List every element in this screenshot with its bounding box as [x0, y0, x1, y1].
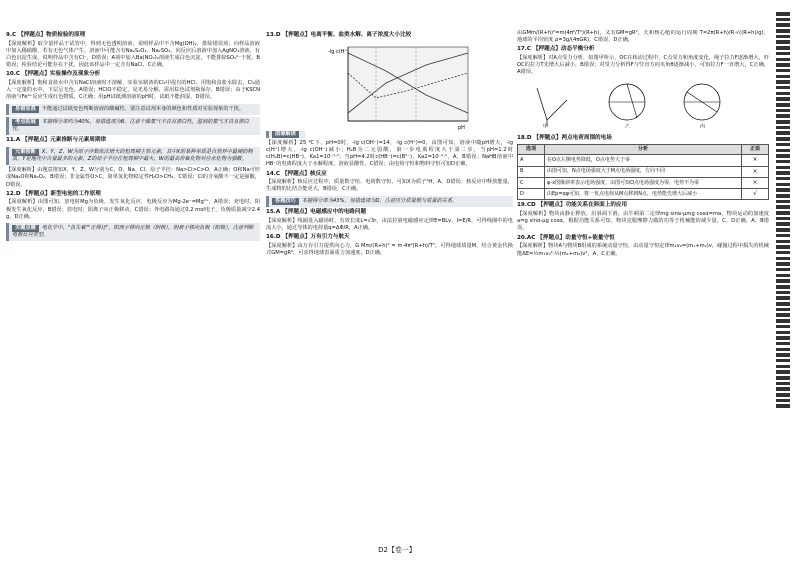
- edge-tick: [776, 222, 790, 226]
- edge-tick: [776, 143, 790, 147]
- edge-tick: [776, 313, 790, 317]
- edge-tick: [776, 205, 790, 209]
- edge-tick: [776, 80, 790, 84]
- edge-tick: [776, 23, 790, 27]
- edge-tick: [776, 336, 790, 340]
- cell-mark: ×: [742, 177, 769, 188]
- cell-option: B: [518, 166, 545, 177]
- figure-bing: [684, 84, 720, 128]
- q10-body: 【深度解析】饱和食盐水中含有NaCl溶液时不溶解，实验室制备的Cl₂中混有的HCl，用饱和食盐水除去，Cl₂通入一定量的水中，下层呈无色，A错误；HClO不稳定，见光易分解，需用棕色试剂瓶保存，B错误；由于KSCN溶液与Fe³⁺反应生成红色物质，C正确；用pH试纸测溶液的pH时，试纸不能润湿，D错误。: [6, 80, 260, 101]
- edge-tick: [776, 262, 790, 266]
- edge-tick: [776, 40, 790, 44]
- edge-tick: [776, 359, 790, 363]
- fig-label: 图像解读: [272, 131, 299, 138]
- edge-tick: [776, 46, 790, 50]
- q10-note: [6, 104, 260, 115]
- q14-note: [266, 196, 513, 207]
- table-header-row: [518, 145, 769, 155]
- edge-tick: [776, 404, 790, 408]
- q17-figures: [517, 80, 757, 128]
- edge-tick: [776, 228, 790, 232]
- edge-tick: [776, 251, 790, 255]
- q12-note: [6, 223, 260, 241]
- edge-tick: [776, 296, 790, 300]
- q11-body: 【深度解析】由题意推知X、Y、Z、W分别为C、O、Na、Cl。原子半径：Na>Cl>C>O，A正确；O和Na可形成Na₂O和Na₂O₂，B错误；非金属性O>C，简单氢化物稳定性H₂O>CH₄，C错误；Cl的含氧酸不一定是强酸，D错误。: [6, 167, 260, 188]
- col-header: 选项: [518, 145, 545, 155]
- note-label: 考点拓展: [12, 119, 39, 126]
- q20-body: 【深度解析】物块A与物块B组成的系统动量守恒，由动量守恒定律m₁v₀=(m₁+m₂)v，碰撞过程中损失的机械能ΔE=½m₁v₀²-½(m₁+m₂)v²，A、C正确。: [517, 243, 769, 257]
- q14-head: 14.C 【押题点】核反应: [266, 170, 327, 177]
- edge-tick: [776, 279, 790, 283]
- q17-body: 【深度解析】对A点受力分析，如图甲所示，OC在转动过程中，C点受力和角度变化，绳子拉力F逐渐增大，杆OC的拉力T先增大后减小，B错误；对受力分析得F与竖直方向夹角θ逐渐减小，可知拉力F一直增大，C正确，A错误。: [517, 55, 769, 76]
- cell-analysis: 由Ep=qφ可知，将一负点电荷从M点移到N点，电势能先增大后减小: [545, 189, 742, 200]
- note-text: 本题得分率约为40%，易错选项为B，注意干燥氯气不具有漂白性，湿润的氯气才具有漂白性。: [12, 118, 249, 132]
- edge-tick: [776, 245, 790, 249]
- edge-tick: [776, 126, 790, 130]
- edge-tick: [776, 109, 790, 113]
- edge-tick: [776, 35, 790, 39]
- note-label: 元素推断: [12, 149, 39, 156]
- edge-tick: [776, 376, 790, 380]
- edge-tick: [776, 97, 790, 101]
- q16-head: 16.D 【押题点】万有引力与航天: [266, 233, 350, 240]
- column-middle: [266, 30, 513, 535]
- edge-tick: [776, 188, 790, 192]
- note-label: 易错易混: [12, 106, 39, 113]
- table-row: [518, 189, 769, 200]
- edge-tick: [776, 302, 790, 306]
- edge-tick: [776, 393, 790, 397]
- y-axis-label: -lg c(H⁺): [328, 48, 350, 55]
- edge-tick: [776, 325, 790, 329]
- column-left: [6, 30, 260, 535]
- edge-tick: [776, 160, 790, 164]
- edge-marks: [776, 12, 790, 532]
- edge-tick: [776, 240, 790, 244]
- q12-body: 【深度解析】由图可知，放电时Mg为负极，发生氧化反应，电极反应为Mg-2e⁻=Mg²⁺，A错误；充电时，阳极发生氧化反应，B错误；放电时，阳离子向正极移动，C错误；外电路每通过0.2 mol电子，负极质量减少2.4 g，D正确。: [6, 199, 260, 220]
- cell-analysis: φ-x图像斜率表示电场强度，由图可知O点电场强度为零，电势不为零: [545, 177, 742, 188]
- col-header: 分析: [545, 145, 742, 155]
- q13-body: 【深度解析】25 ℃下，pH=0时，-lg c(OH⁻)=14，-lg c(H⁺)=0，由图可知，溶液中随pH增大，-lg c(H⁺)增大，-lg c(OH⁻)减小；H₂B为二元弱酸，第一步电离程度大于第二步，当pH=1.2时c(H₂B)=c(HB⁻)，Ka1=10⁻¹·²；当pH=4.2时c(HB⁻)=c(B²⁻)，Ka2=10⁻⁴·²，A、B错误；NaHB溶液中HB⁻的电离程度大于水解程度，溶液显酸性，C错误；由电荷守恒和物料守恒可知D正确。: [266, 139, 513, 168]
- table-row: [518, 166, 769, 177]
- edge-tick: [776, 268, 790, 272]
- edge-tick: [776, 234, 790, 238]
- edge-tick: [776, 382, 790, 386]
- edge-tick: [776, 103, 790, 107]
- edge-tick: [776, 194, 790, 198]
- edge-tick: [776, 18, 790, 22]
- edge-tick: [776, 149, 790, 153]
- q15-head: 15.A 【押题点】电磁感应中的电路问题: [266, 208, 367, 215]
- q15-body: 【深度解析】线圈进入磁场时，有效长度L=√3r，由法拉第电磁感应定律E=BLv，I=E/R，可得线圈中的电流大小，通过导体的电荷量q=ΔΦ/R，A正确。: [266, 217, 513, 231]
- q9-body: 【深度解析】取少量样品于试管中，得到无色透明溶液，说明样品中不含Mg(OH)₂，排除错误项；向样品溶液中加入稀硝酸，若有无色气体产生，溶液中可能含有Na₂S₂O₃、Na₂SO₃，向反应后溶液中加入AgNO₃溶液，有白色沉淀生成，说明样品中含有Cl⁻，D错误；A项中加入Ba(NO₃)₂溶液生成白色沉淀，不能排除SO₃²⁻干扰，B错误；检验结论可能存在干扰，因此该样品中一定含有NaCl，C正确。: [6, 40, 260, 69]
- q9-head: 9.C 【押题点】物质检验的原理: [6, 32, 86, 38]
- col-header: 正误: [742, 145, 769, 155]
- note-text: 不能通过试纸变色判断溶液的酸碱性，要注意试剂本身的颜色和性质对实验现象的干扰。: [41, 105, 245, 112]
- column-right: [517, 30, 769, 535]
- cell-option: A: [518, 155, 545, 166]
- q14-body: 【深度解析】核反应过程中，质量数守恒、电荷数守恒，可知X为质子¹H，A、D错误；核反应中释放能量，生成物的比结合能更大，B错误，C正确。: [266, 179, 513, 193]
- note-text: 本题得分率为43%，易错选项为D，注意区分质量数与质量的关系。: [301, 197, 458, 204]
- edge-tick: [776, 200, 790, 204]
- figure-label: 丙: [700, 123, 706, 128]
- table-row: [518, 177, 769, 188]
- edge-tick: [776, 69, 790, 73]
- edge-tick: [776, 370, 790, 374]
- edge-tick: [776, 342, 790, 346]
- edge-tick: [776, 331, 790, 335]
- edge-tick: [776, 274, 790, 278]
- q11-head: 11.A 【押题点】元素推断与元素周期律: [6, 137, 107, 144]
- note-label: 关键点睛: [12, 225, 39, 232]
- edge-tick: [776, 137, 790, 141]
- edge-tick: [776, 257, 790, 261]
- edge-tick: [776, 154, 790, 158]
- q13-head: 13.D 【押题点】电离平衡、盐类水解、离子浓度大小比较: [266, 32, 412, 38]
- edge-tick: [776, 29, 790, 33]
- edge-tick: [776, 63, 790, 67]
- edge-tick: [776, 12, 790, 16]
- figure-jia: [537, 88, 567, 128]
- x-axis-label: pH: [458, 124, 466, 131]
- cell-option: C: [518, 177, 545, 188]
- cell-analysis: 由图可知，N点电场强度大于M点电场强度，方向不同: [545, 166, 742, 177]
- edge-tick: [776, 92, 790, 96]
- edge-tick: [776, 387, 790, 391]
- q10-head: 10.C 【押题点】实验操作及现象分析: [6, 71, 101, 78]
- q19-body: 【深度解析】物块由静止释放，沿斜面下滑，由牛顿第二定律mg sinα-μmg cosα=ma，物块运动的加速度a=g sinα-μg cosα，根据功能关系可知，物块克服摩擦力做的功等于机械能的减少量，C、D正确，A、B错误。: [517, 211, 769, 232]
- q19-head: 19.CD 【押题点】功能关系在斜面上的应用: [517, 202, 628, 209]
- figure-label: 甲: [543, 123, 549, 128]
- table-row: [518, 155, 769, 166]
- cell-analysis: 在O点左侧电势降低，O点电势大于零: [545, 155, 742, 166]
- cell-mark: ×: [742, 155, 769, 166]
- figure-label: 乙: [625, 123, 631, 128]
- q18-head: 18.D 【押题点】两点电荷周围的电场: [517, 134, 612, 141]
- edge-tick: [776, 86, 790, 90]
- q13-figure: [326, 43, 476, 133]
- edge-tick: [776, 217, 790, 221]
- edge-tick: [776, 52, 790, 56]
- q12-head: 12.D 【押题点】新型电池的工作原理: [6, 190, 101, 197]
- q20-head: 20.AC 【押题点】动量守恒+能量守恒: [517, 234, 615, 241]
- cell-mark: ×: [742, 166, 769, 177]
- figure-yi: [609, 84, 645, 128]
- edge-tick: [776, 58, 790, 62]
- edge-tick: [776, 171, 790, 175]
- edge-tick: [776, 114, 790, 118]
- edge-tick: [776, 308, 790, 312]
- q17-head: 17.C 【押题点】动态平衡分析: [517, 46, 595, 53]
- q10-note2: [6, 117, 260, 135]
- edge-tick: [776, 75, 790, 79]
- q13-fig-label-box: [266, 131, 305, 138]
- cell-option: D: [518, 189, 545, 200]
- edge-tick: [776, 183, 790, 187]
- note-text: 电化学中，"负失氧""正得还"，阳离子移向正极（阴极），阴离子移向负极（阳极），注意判断电极反应类型。: [12, 224, 254, 239]
- edge-tick: [776, 291, 790, 295]
- edge-tick: [776, 285, 790, 289]
- edge-tick: [776, 211, 790, 215]
- edge-tick: [776, 319, 790, 323]
- edge-tick: [776, 177, 790, 181]
- edge-tick: [776, 166, 790, 170]
- edge-tick: [776, 399, 790, 403]
- edge-tick: [776, 348, 790, 352]
- note-label: 答题技巧: [272, 198, 299, 205]
- q16-continued: 由GMm/(R+h)²=m(4π²/T²)(R+h)，又有GM=gR²，天和核心舱的运行周期 T=2π(R+h)/R·√((R+h)/g)，地球的平均密度 ρ=3g/(4πGR)，C错误，D正确。: [517, 30, 769, 44]
- q11-note: [6, 147, 260, 165]
- cell-mark: √: [742, 189, 769, 200]
- page-footer: D2【卷一】: [378, 546, 416, 554]
- edge-tick: [776, 131, 790, 135]
- edge-tick: [776, 365, 790, 369]
- q16-body: 【深度解析】由万有引力提供向心力，G Mm/(R+h)² = m·4π²(R+h)/T²，可得地球质量M，结合黄金代换式GM=gR²，可求得地球表面重力加速度，D正确。: [266, 242, 513, 256]
- note-text: X、Y、Z、W为原子序数依次增大的短周期主族元素，其中X的某种单质是自然界中最硬的物质，Y是地壳中含量最多的元素，Z的原子半径在短周期中最大，W的最高价氧化物对应水化物为强酸。: [12, 148, 253, 163]
- edge-tick: [776, 120, 790, 124]
- q18-table: [517, 144, 769, 200]
- edge-tick: [776, 353, 790, 357]
